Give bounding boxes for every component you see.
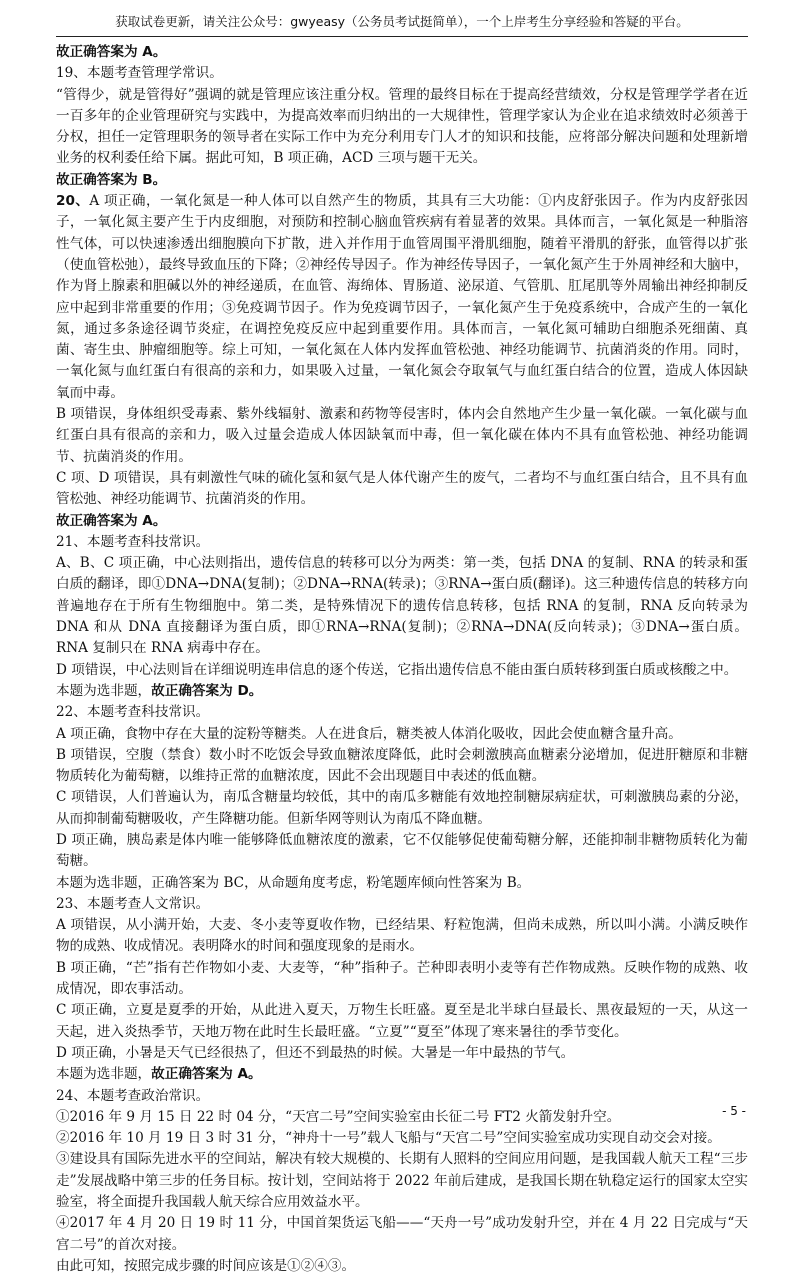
answer-line (56, 511, 748, 532)
answer-line (56, 42, 748, 63)
paragraph: 19、本题考查管理学常识。 (56, 65, 223, 82)
question-paragraph (56, 191, 748, 404)
paragraph: 21、本题考查科技常识。 (56, 533, 210, 550)
page-header: 获取试卷更新，请关注公众号：gwyeasy（公务员考试挺简单），一个上岸考生分享经验和答疑的平台。 (56, 10, 748, 37)
paragraph: A 项正确，食物中存在大量的淀粉等糖类。人在进食后，糖类被人体消化吸收，因此会使血糖含量升高。 (56, 725, 682, 742)
paragraph: 本题为选非题，正确答案为 BC，从命题角度考虑，粉笔题库倾向性答案为 B。 (56, 874, 531, 891)
paragraph: “管得少，就是管得好”强调的就是管理应该注重分权。管理的最终目标在于提高经营绩效，分权是管理学学者在近一百多年的企业管理研究与实践中，为提高效率而归纳出的一大规律性，管理学家认为企业在追求绩效时必须善于分权，担任一定管理职务的领导者在实际工作中为充分利用专门人才的知识和技能，应将部分解决问题和处理新增业务的权利委任给下属。据此可知，B 项正确，ACD 三项与题干无关。 (56, 86, 748, 167)
paragraph: D 项正确，胰岛素是体内唯一能够降低血糖浓度的激素，它不仅能够促使葡萄糖分解，还能抑制非糖物质转化为葡萄糖。 (56, 831, 748, 870)
answer-text: 故正确答案为 A。 (56, 512, 167, 529)
answer-line (56, 170, 748, 191)
page-number: - 5 - (722, 1104, 746, 1118)
paragraph: 23、本题考查人文常识。 (56, 895, 210, 912)
paragraph-text: 本题为选非题， (56, 1066, 152, 1083)
paragraph: A、B、C 项正确，中心法则指出，遗传信息的转移可以分为两类：第一类，包括 DNA 的复制、RNA 的转录和蛋白质的翻译，即①DNA→DNA(复制)；②DNA→RNA(转录)；③RNA→蛋白质(翻译)。这三种遗传信息的转移方向普遍地存在于所有生物细胞中。第二类，是特殊情况下的遗传信息转移，包括 RNA 的复制，RNA 反向转录为 DNA 和从 DNA 直接翻译为蛋白质，即①RNA→RNA(复制)；②RNA→DNA(反向转录)；③DNA→蛋白质。RNA 复制只在 RNA 病毒中存在。 (56, 555, 748, 657)
paragraph-text: 本题为选非题， (56, 682, 152, 699)
answer-text: 故正确答案为 D。 (151, 682, 263, 699)
paragraph: B 项错误，空腹（禁食）数小时不吃饭会导致血糖浓度降低，此时会刺激胰高血糖素分泌增加，促进肝糖原和非糖物质转化为葡萄糖，以维持正常的血糖浓度，因此不会出现题目中表述的低血糖。 (56, 746, 748, 785)
conclusion-line (56, 681, 748, 702)
question-number: 20、 (56, 193, 90, 210)
paragraph: C 项错误，人们普遍认为，南瓜含糖量均较低，其中的南瓜多糖能有效地控制糖尿病症状，可刺激胰岛素的分泌，从而抑制葡萄糖吸收，产生降糖功能。但新华网等则认为南瓜不降血糖。 (56, 789, 748, 827)
paragraph: B 项错误，身体组织受毒素、紫外线辐射、激素和药物等侵害时，体内会自然地产生少量一氧化碳。一氧化碳与血红蛋白具有很高的亲和力，吸入过量会造成人体因缺氧而中毒，但一氧化碳在体内不具有血管松弛、神经功能调节、抗菌消炎的作用。 (56, 406, 748, 465)
answer-text: 故正确答案为 A。 (56, 44, 167, 60)
paragraph: D 项错误，中心法则旨在详细说明连串信息的逐个传送，它指出遗传信息不能由蛋白质转移到蛋白质或核酸之中。 (56, 661, 738, 678)
paragraph: C 项、D 项错误，具有刺激性气味的硫化氢和氨气是人体代谢产生的废气，二者均不与血红蛋白结合，且不具有血管松弛、神经功能调节、抗菌消炎的作用。 (56, 469, 748, 508)
paragraph: ①2016 年 9 月 15 日 22 时 04 分，“天宫二号”空间实验室由长征二号 FT2 火箭发射升空。 (56, 1108, 621, 1125)
paragraph: ③建设具有国际先进水平的空间站，解决有较大规模的、长期有人照料的空间应用问题，是我国载人航天工程“三步走”发展战略中第三步的任务目标。按计划，空间站将于 2022 年前后建成，是我国长期在轨稳定运行的国家太空实验室，将全面提升我国载人航天综合应用效益水平。 (56, 1151, 748, 1211)
answer-text: 故正确答案为 A。 (151, 1066, 262, 1083)
paragraph: D 项正确，小暑是天气已经很热了，但还不到最热的时候。大暑是一年中最热的节气。 (56, 1044, 575, 1061)
paragraph-text: A 项正确，一氧化氮是一种人体可以自然产生的物质，其具有三大功能：①内皮舒张因子。作为内皮舒张因子，一氧化氮主要产生于内皮细胞，对预防和控制心脑血管疾病有着显著的效果。具体而言，一氧化氮是一种脂溶性气体，可以快速渗透出细胞膜向下扩散，进入并作用于血管周围平滑肌细胞，随着平滑肌的舒张，血管得以扩张（使血管松弛），最终导致血压的下降；②神经传导因子。作为神经传导因子，一氧化氮产生于外周神经和大脑中，作为肾上腺素和胆碱以外的神经递质，在血管、海绵体、胃肠道、泌尿道、气管肌、肛尾肌等外周输出神经抑制反应中起到非常重要的作用；③免疫调节因子。作为免疫调节因子，一氧化氮产生于免疫系统中，合成产生的一氧化氮，通过多条途径调节炎症，在调控免疫反应中起到重要作用。具体而言，一氧化氮可辅助白细胞杀死细菌、真菌、寄生虫、肿瘤细胞等。综上可知，一氧化氮在人体内发挥血管松弛、神经功能调节、抗菌消炎的作用。同时，一氧化氮与血红蛋白有很高的亲和力，如果吸入过量，一氧化氮会夺取氧气与血红蛋白结合的位置，造成人体因缺氧而中毒。 (56, 193, 749, 401)
paragraph: 24、本题考查政治常识。 (56, 1087, 210, 1104)
paragraph: A 项错误，从小满开始，大麦、冬小麦等夏收作物，已经结果、籽粒饱满，但尚未成熟，所以叫小满。小满反映作物的成熟、收成情况。表明降水的时间和强度现象的是雨水。 (56, 917, 748, 955)
answer-text: 故正确答案为 B。 (56, 171, 167, 188)
paragraph: 22、本题考查科技常识。 (56, 704, 210, 721)
paragraph: B 项正确，“芒”指有芒作物如小麦、大麦等，“种”指种子。芒种即表明小麦等有芒作物成熟。反映作物的成熟、收成情况，即农事活动。 (56, 959, 748, 998)
paragraph: 由此可知，按照完成步骤的时间应该是①②④③。 (56, 1257, 356, 1274)
paragraph: ④2017 年 4 月 20 日 19 时 11 分，中国首架货运飞船——“天舟一号”成功发射升空，并在 4 月 22 日完成与“天宫二号”的首次对接。 (56, 1215, 748, 1253)
conclusion-line (56, 1064, 748, 1085)
document-body (56, 42, 749, 1274)
paragraph: ②2016 年 10 月 19 日 3 时 31 分，“神舟十一号”载人飞船与“天宫二号”空间实验室成功实现自动交会对接。 (56, 1130, 721, 1147)
paragraph: C 项正确，立夏是夏季的开始，从此进入夏天，万物生长旺盛。夏至是北半球白昼最长、黑夜最短的一天，从这一天起，进入炎热季节，天地万物在此时生长最旺盛。“立夏”“夏至”体现了寒来暑往的季节变化。 (56, 1002, 748, 1040)
